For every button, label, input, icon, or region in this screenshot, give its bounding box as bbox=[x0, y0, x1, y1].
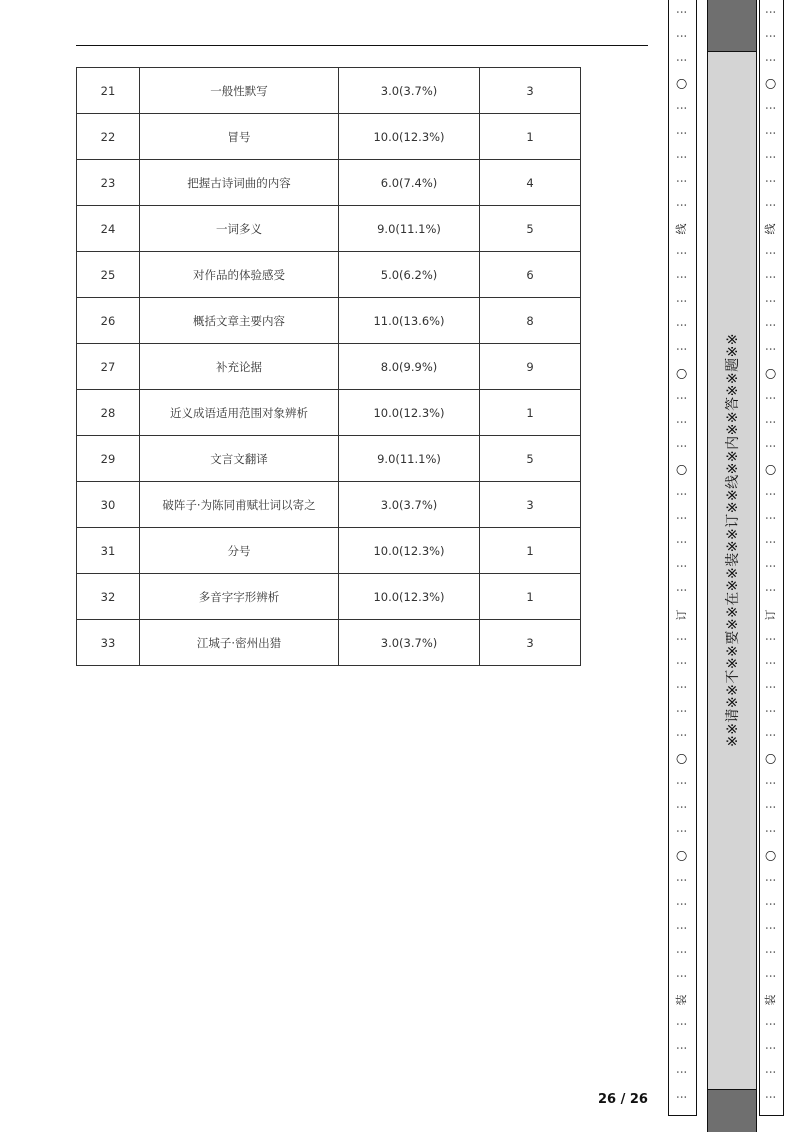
score-share-cell: 8.0(9.9%) bbox=[339, 344, 480, 390]
knowledge-point-cell: 多音字字形辨析 bbox=[140, 574, 339, 620]
binding-dot: ⋮ bbox=[764, 127, 777, 138]
binding-circle: ○ bbox=[674, 753, 689, 765]
binding-dot: ⋮ bbox=[675, 777, 688, 789]
binding-circle: ○ bbox=[763, 464, 778, 476]
question-number-cell: 3 bbox=[480, 68, 581, 114]
score-share-cell: 9.0(11.1%) bbox=[339, 436, 480, 482]
binding-dot: ⋮ bbox=[764, 175, 777, 187]
score-share-cell: 3.0(3.7%) bbox=[339, 482, 480, 528]
binding-notice: ※※请※※不※※要※※在※※装※※订※※线※※内※※答※※题※※ bbox=[725, 332, 741, 748]
table-row bbox=[77, 252, 581, 298]
binding-dot: ⋮ bbox=[675, 512, 688, 524]
binding-dot: ⋮ bbox=[764, 416, 777, 428]
binding-dot: ⋮ bbox=[764, 1066, 777, 1078]
binding-label-xian: 线 bbox=[675, 223, 688, 235]
binding-dot: ⋮ bbox=[764, 54, 777, 66]
knowledge-point-cell: 一般性默写 bbox=[140, 68, 339, 114]
binding-dot: ⋮ bbox=[675, 127, 688, 138]
binding-dot: ⋮ bbox=[675, 392, 688, 404]
binding-dot: ⋮ bbox=[675, 175, 688, 187]
binding-dot: ⋮ bbox=[675, 681, 688, 693]
question-number-cell: 5 bbox=[480, 206, 581, 252]
knowledge-point-cell: 把握古诗词曲的内容 bbox=[140, 160, 339, 206]
binding-dot: ⋮ bbox=[764, 343, 777, 355]
knowledge-point-table bbox=[76, 67, 581, 666]
binding-dot: ⋮ bbox=[764, 657, 777, 669]
binding-dot: ⋮ bbox=[675, 319, 688, 331]
row-number-cell: 32 bbox=[77, 574, 140, 620]
row-number-cell: 30 bbox=[77, 482, 140, 528]
binding-circle: ○ bbox=[674, 367, 689, 380]
question-number-cell: 5 bbox=[480, 436, 581, 482]
binding-dot: ⋮ bbox=[764, 898, 777, 910]
question-number-cell: 1 bbox=[480, 114, 581, 160]
page-number: 26 / 26 bbox=[598, 1092, 648, 1107]
binding-dot: ⋮ bbox=[764, 729, 777, 741]
binding-circle: ○ bbox=[763, 367, 778, 380]
question-number-cell: 3 bbox=[480, 482, 581, 528]
binding-dot: ⋮ bbox=[675, 488, 688, 500]
binding-dot: ⋮ bbox=[764, 6, 777, 18]
binding-dot: ⋮ bbox=[675, 801, 688, 813]
binding-dot: ⋮ bbox=[764, 488, 777, 500]
knowledge-point-cell: 文言文翻译 bbox=[140, 436, 339, 482]
score-share-cell: 9.0(11.1%) bbox=[339, 206, 480, 252]
table-row bbox=[77, 160, 581, 206]
row-number-cell: 24 bbox=[77, 206, 140, 252]
row-number-cell: 33 bbox=[77, 620, 140, 666]
binding-dot: ⋮ bbox=[675, 584, 688, 596]
binding-dot: ⋮ bbox=[764, 970, 777, 982]
binding-circle: ○ bbox=[674, 849, 689, 862]
binding-dot: ⋮ bbox=[764, 30, 777, 42]
binding-dot: ⋮ bbox=[675, 825, 688, 837]
knowledge-point-cell: 一词多义 bbox=[140, 206, 339, 252]
row-number-cell: 21 bbox=[77, 68, 140, 114]
binding-dot: ⋮ bbox=[675, 633, 688, 645]
binding-dot: ⋮ bbox=[675, 1042, 688, 1054]
binding-dot: ⋮ bbox=[675, 440, 688, 452]
binding-dot: ⋮ bbox=[764, 946, 777, 958]
knowledge-point-cell: 概括文章主要内容 bbox=[140, 298, 339, 344]
binding-dot: ⋮ bbox=[764, 1042, 777, 1054]
binding-dot: ⋮ bbox=[764, 1091, 777, 1102]
binding-dot: ⋮ bbox=[764, 536, 777, 548]
binding-dot: ⋮ bbox=[675, 1018, 688, 1030]
table-row bbox=[77, 344, 581, 390]
binding-dot: ⋮ bbox=[675, 30, 688, 42]
binding-dot: ⋮ bbox=[675, 946, 688, 958]
table-row bbox=[77, 528, 581, 574]
question-number-cell: 1 bbox=[480, 390, 581, 436]
score-share-cell: 11.0(13.6%) bbox=[339, 298, 480, 344]
question-number-cell: 1 bbox=[480, 528, 581, 574]
binding-label-zhuang: 装 bbox=[675, 994, 688, 1006]
binding-label-zhuang: 装 bbox=[764, 994, 777, 1006]
binding-circle: ○ bbox=[674, 78, 689, 90]
knowledge-point-cell: 补充论据 bbox=[140, 344, 339, 390]
score-share-cell: 5.0(6.2%) bbox=[339, 252, 480, 298]
table-row bbox=[77, 390, 581, 436]
binding-dot: ⋮ bbox=[675, 922, 688, 934]
binding-dot: ⋮ bbox=[675, 1066, 688, 1078]
table-row bbox=[77, 114, 581, 160]
binding-dot: ⋮ bbox=[764, 440, 777, 452]
binding-dot: ⋮ bbox=[675, 729, 688, 741]
binding-circle: ○ bbox=[674, 464, 689, 476]
table-row bbox=[77, 68, 581, 114]
binding-dot: ⋮ bbox=[764, 1018, 777, 1030]
binding-dot: ⋮ bbox=[675, 536, 688, 548]
binding-label-ding: 订 bbox=[675, 609, 688, 620]
binding-dot: ⋮ bbox=[675, 102, 688, 114]
table-row bbox=[77, 574, 581, 620]
knowledge-point-cell: 破阵子·为陈同甫赋壮词以寄之 bbox=[140, 482, 339, 528]
binding-dot: ⋮ bbox=[675, 705, 688, 717]
table-row bbox=[77, 436, 581, 482]
knowledge-point-cell: 分号 bbox=[140, 528, 339, 574]
binding-label-xian: 线 bbox=[764, 223, 777, 235]
binding-dot: ⋮ bbox=[764, 199, 777, 211]
binding-dot: ⋮ bbox=[675, 271, 688, 283]
binding-dot: ⋮ bbox=[675, 295, 688, 307]
binding-circle: ○ bbox=[763, 78, 778, 90]
row-number-cell: 22 bbox=[77, 114, 140, 160]
question-number-cell: 4 bbox=[480, 160, 581, 206]
score-share-cell: 3.0(3.7%) bbox=[339, 620, 480, 666]
binding-bottom-block bbox=[707, 1089, 757, 1132]
binding-dot: ⋮ bbox=[764, 633, 777, 645]
binding-dot: ⋮ bbox=[764, 271, 777, 283]
binding-dot: ⋮ bbox=[675, 151, 688, 163]
question-number-cell: 3 bbox=[480, 620, 581, 666]
binding-dot: ⋮ bbox=[764, 681, 777, 693]
table-row bbox=[77, 482, 581, 528]
binding-dot: ⋮ bbox=[764, 922, 777, 934]
score-share-cell: 10.0(12.3%) bbox=[339, 114, 480, 160]
question-number-cell: 6 bbox=[480, 252, 581, 298]
binding-dot: ⋮ bbox=[764, 560, 777, 572]
row-number-cell: 25 bbox=[77, 252, 140, 298]
score-share-cell: 6.0(7.4%) bbox=[339, 160, 480, 206]
knowledge-point-cell: 江城子·密州出猎 bbox=[140, 620, 339, 666]
binding-dot: ⋮ bbox=[675, 657, 688, 669]
score-share-cell: 10.0(12.3%) bbox=[339, 390, 480, 436]
row-number-cell: 27 bbox=[77, 344, 140, 390]
binding-dot: ⋮ bbox=[675, 560, 688, 572]
binding-dot: ⋮ bbox=[675, 874, 688, 886]
binding-dot: ⋮ bbox=[675, 6, 688, 18]
binding-dot: ⋮ bbox=[675, 898, 688, 910]
binding-dot: ⋮ bbox=[764, 295, 777, 307]
binding-dot: ⋮ bbox=[764, 825, 777, 837]
binding-dot: ⋮ bbox=[675, 247, 688, 259]
row-number-cell: 26 bbox=[77, 298, 140, 344]
binding-dot: ⋮ bbox=[764, 801, 777, 813]
binding-dot: ⋮ bbox=[764, 151, 777, 163]
binding-dot: ⋮ bbox=[764, 319, 777, 331]
row-number-cell: 23 bbox=[77, 160, 140, 206]
table-row bbox=[77, 206, 581, 252]
knowledge-point-cell: 近义成语适用范围对象辨析 bbox=[140, 390, 339, 436]
binding-dot: ⋮ bbox=[764, 777, 777, 789]
header-rule bbox=[76, 45, 648, 46]
table-row bbox=[77, 298, 581, 344]
binding-dot: ⋮ bbox=[764, 584, 777, 596]
question-number-cell: 9 bbox=[480, 344, 581, 390]
binding-dot: ⋮ bbox=[764, 512, 777, 524]
binding-dot: ⋮ bbox=[764, 392, 777, 404]
score-share-cell: 10.0(12.3%) bbox=[339, 574, 480, 620]
binding-dot: ⋮ bbox=[675, 199, 688, 211]
knowledge-point-cell: 对作品的体验感受 bbox=[140, 252, 339, 298]
row-number-cell: 31 bbox=[77, 528, 140, 574]
score-share-cell: 3.0(3.7%) bbox=[339, 68, 480, 114]
binding-dot: ⋮ bbox=[764, 247, 777, 259]
binding-circle: ○ bbox=[763, 849, 778, 862]
table-row bbox=[77, 620, 581, 666]
binding-top-block bbox=[707, 0, 757, 52]
binding-dot: ⋮ bbox=[675, 343, 688, 355]
knowledge-point-cell: 冒号 bbox=[140, 114, 339, 160]
binding-dot: ⋮ bbox=[764, 705, 777, 717]
binding-dot: ⋮ bbox=[764, 874, 777, 886]
binding-label-ding: 订 bbox=[764, 609, 777, 620]
score-share-cell: 10.0(12.3%) bbox=[339, 528, 480, 574]
binding-dot: ⋮ bbox=[675, 970, 688, 982]
question-number-cell: 1 bbox=[480, 574, 581, 620]
question-number-cell: 8 bbox=[480, 298, 581, 344]
binding-dot: ⋮ bbox=[675, 54, 688, 66]
row-number-cell: 29 bbox=[77, 436, 140, 482]
binding-dot: ⋮ bbox=[764, 102, 777, 114]
binding-dot: ⋮ bbox=[675, 1091, 688, 1102]
binding-dot: ⋮ bbox=[675, 416, 688, 428]
binding-circle: ○ bbox=[763, 753, 778, 765]
row-number-cell: 28 bbox=[77, 390, 140, 436]
